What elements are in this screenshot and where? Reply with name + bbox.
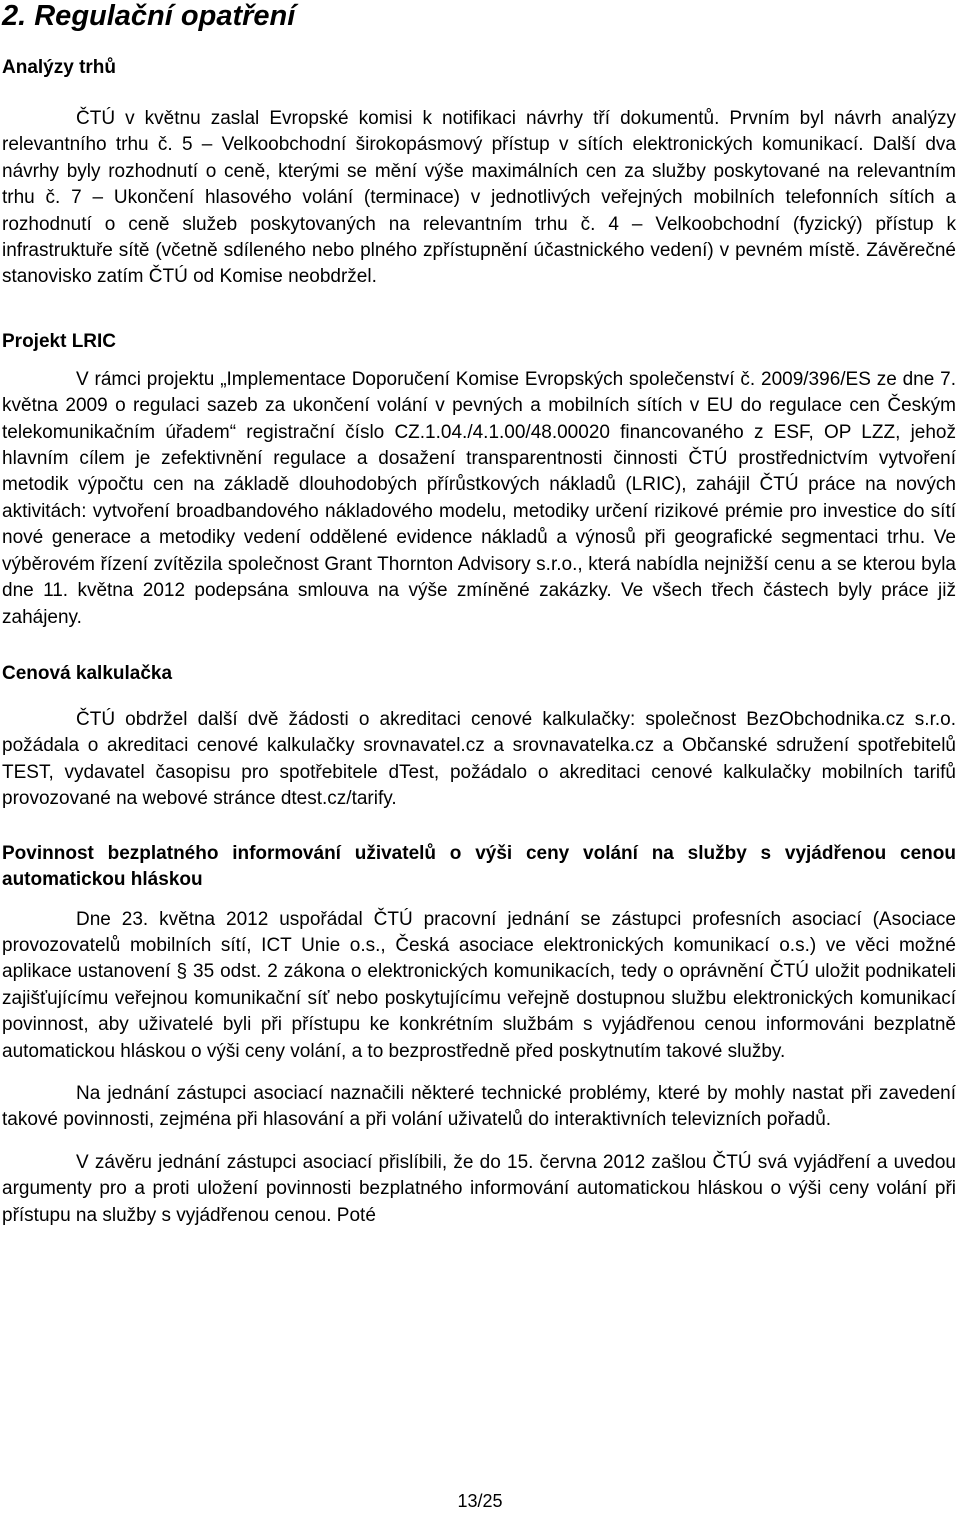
section-paragraph: ČTÚ obdržel další dvě žádosti o akreditaci cenové kalkulačky: společnost BezObchodnika.cz s.r.o. požádala o akreditaci cenové kalkulačky srovnavatel.cz a srovnavatelka.cz a Občanské sdružení spotřebitelů TEST, vydavatel časopisu pro spotřebitele dTest, požádalo o akreditaci cenové kalkulačky mobilních tarifů provozované na webové stránce dtest.cz/tarify.: [2, 708, 956, 810]
section-heading: Povinnost bezplatného informování uživatelů o výši ceny volání na služby s vyjádřenou cenou automatickou hláskou: [2, 842, 956, 890]
section-heading: Projekt LRIC: [2, 330, 117, 352]
chapter-title: 2. Regulační opatření: [2, 0, 296, 32]
section-paragraph: Dne 23. května 2012 uspořádal ČTÚ pracovní jednání se zástupci profesních asociací (Asociace provozovatelů mobilních sítí, ICT Unie o.s., Česká asociace elektronických komunikací o.s.) ve věci možné aplikace ustanovení § 35 odst. 2 zákona o elektronických komunikacích, tedy o oprávnění ČTÚ uložit podnikateli zajišťujícímu veřejnou komunikační síť nebo poskytujícímu veřejně dostupnou službu elektronických komunikací povinnost, aby uživatelé byli při přístupu ke konkrétním službám s vyjádřenou cenou informováni bezplatně automatickou hláskou o výši ceny volání, a to bezprostředně před poskytnutím takové služby.: [2, 908, 956, 1062]
section-market-analyses: [2, 55, 956, 291]
section-heading: Analýzy trhů: [2, 57, 117, 78]
page-number: 13/25: [457, 1491, 503, 1511]
section-heading: Cenová kalkulačka: [2, 662, 173, 684]
section-lric-project: [2, 329, 956, 631]
section-paragraph: Na jednání zástupci asociací naznačili některé technické problémy, které by mohly nastat při zavedení takové povinnosti, zejména při hlasování a při volání uživatelů do interaktivních televizních pořadů.: [2, 1082, 956, 1131]
section-paragraph: V závěru jednání zástupci asociací přislíbili, že do 15. června 2012 zašlou ČTÚ svá vyjádření a uvedou argumenty pro a proti uložení povinnosti bezplatného informování automatickou hláskou o výši ceny volání při přístupu na služby s vyjádřenou cenou. Poté: [2, 1151, 956, 1226]
section-price-calculator: [2, 661, 956, 813]
section-free-price-information: [2, 841, 956, 1229]
section-paragraph: V rámci projektu „Implementace Doporučení Komise Evropských společenství č. 2009/396/ES ze dne 7. května 2009 o regulaci sazeb za ukončení volání v pevných a mobilních sítích v EU do regulace cen Českým telekomunikačním úřadem“ registrační číslo CZ.1.04./4.1.00/48.00020 financovaného z ESF, OP LZZ, jehož hlavním cílem je zefektivnění regulace a dosažení transparentnosti činnosti ČTÚ prostřednictvím vytvoření metodik výpočtu cen na základě dlouhodobých přírůstkových nákladů (LRIC), zahájil ČTÚ práce na nových aktivitách: vytvoření broadbandového nákladového modelu, metodiky určení rizikové prémie pro investice do sítí nové generace a metodiky vedení oddělené evidence nákladů a výnosů při geografické segmentaci trhu. Ve výběrovém řízení zvítězila společnost Grant Thornton Advisory s.r.o., která nabídla nejnižší cenu a se kterou byla dne 11. května 2012 podepsána smlouva na výše zmíněné zakázky. Ve všech třech částech byly práce již zahájeny.: [2, 368, 956, 628]
section-paragraph: ČTÚ v květnu zaslal Evropské komisi k notifikaci návrhy tří dokumentů. Prvním byl návrh analýzy relevantního trhu č. 5 – Velkoobchodní širokopásmový přístup v sítích elektronických komunikací. Další dva návrhy byly rozhodnutí o ceně, kterými se mění výše maximálních cen za služby poskytované na relevantním trhu č. 7 – Ukončení hlasového volání (terminace) v jednotlivých veřejných mobilních telefonních sítích a rozhodnutí o ceně služeb poskytovaných na relevantním trhu č. 4 – Velkoobchodní (fyzický) přístup k infrastruktuře sítě (včetně sdíleného nebo plného zpřístupnění účastnického vedení) v pevném místě. Závěrečné stanovisko zatím ČTÚ od Komise neobdržel.: [2, 108, 956, 288]
